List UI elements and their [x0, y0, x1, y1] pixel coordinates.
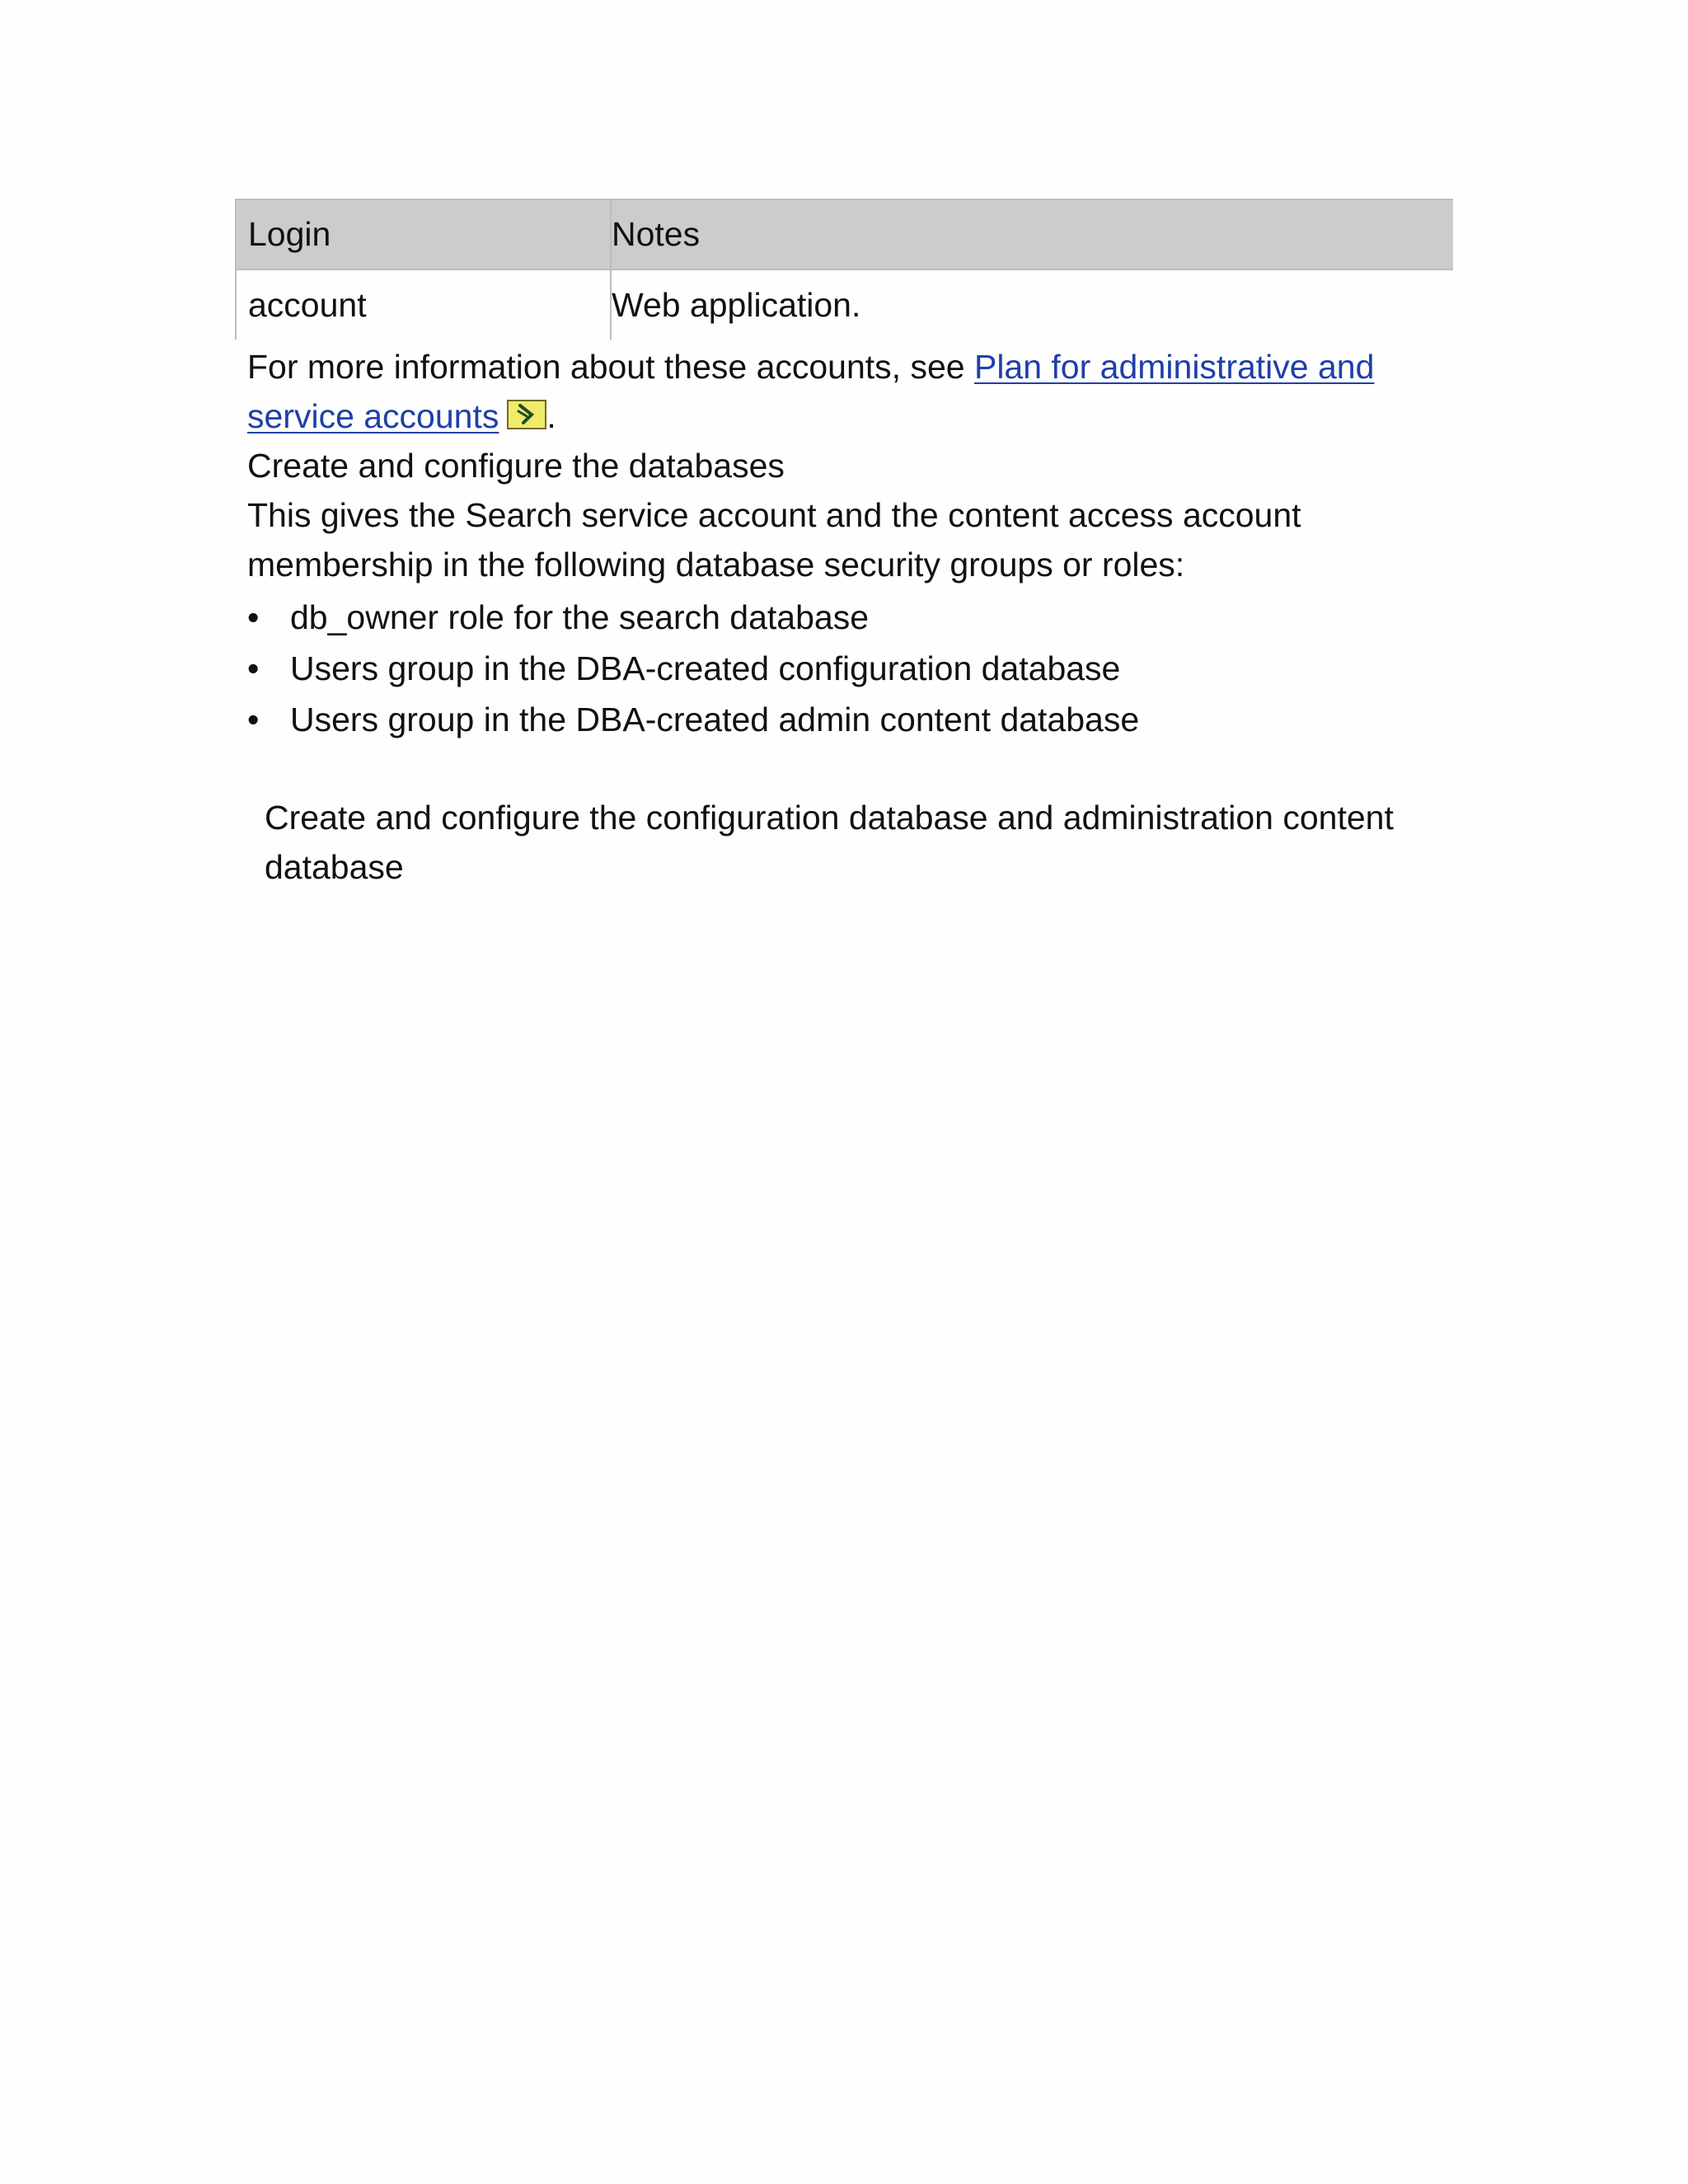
more-info-prefix: For more information about these accounts, see: [247, 348, 974, 386]
heading-config-db-line1: Create and configure the configuration database and administration content: [265, 799, 1394, 837]
list-item-text: Users group in the DBA-created admin content database: [290, 701, 1140, 738]
list-item: [247, 694, 1139, 745]
bullet-marker: •: [247, 701, 260, 738]
gives-paragraph-line2: membership in the following database security groups or roles:: [247, 546, 1185, 583]
list-item-text: Users group in the DBA-created configuration database: [290, 649, 1121, 687]
external-link-icon[interactable]: [507, 400, 546, 429]
plan-accounts-link-part2[interactable]: service accounts: [247, 397, 499, 435]
accounts-table: [235, 199, 1453, 340]
plan-accounts-link-part1[interactable]: Plan for administrative and: [973, 348, 1375, 386]
more-info-suffix: .: [546, 397, 556, 435]
list-item: [247, 643, 1139, 694]
table-header-notes: Notes: [612, 215, 701, 253]
security-groups-list: [247, 592, 1139, 745]
table-row: [235, 270, 1453, 340]
heading-create-databases: Create and configure the databases: [247, 447, 785, 485]
table-header-login: Login: [235, 200, 612, 269]
bullet-marker: •: [247, 649, 260, 687]
more-info-paragraph-line2: [247, 391, 556, 441]
bullet-marker: •: [247, 598, 260, 636]
table-header-row: [235, 199, 1453, 270]
table-cell-notes: Web application.: [612, 285, 861, 324]
list-item-text: db_owner role for the search database: [290, 598, 870, 636]
list-item: [247, 592, 1139, 643]
more-info-paragraph: [247, 342, 1374, 391]
table-cell-login: account: [235, 270, 612, 340]
heading-config-db-line2: database: [265, 848, 404, 886]
gives-paragraph-line1: This gives the Search service account and the content access account: [247, 496, 1301, 534]
